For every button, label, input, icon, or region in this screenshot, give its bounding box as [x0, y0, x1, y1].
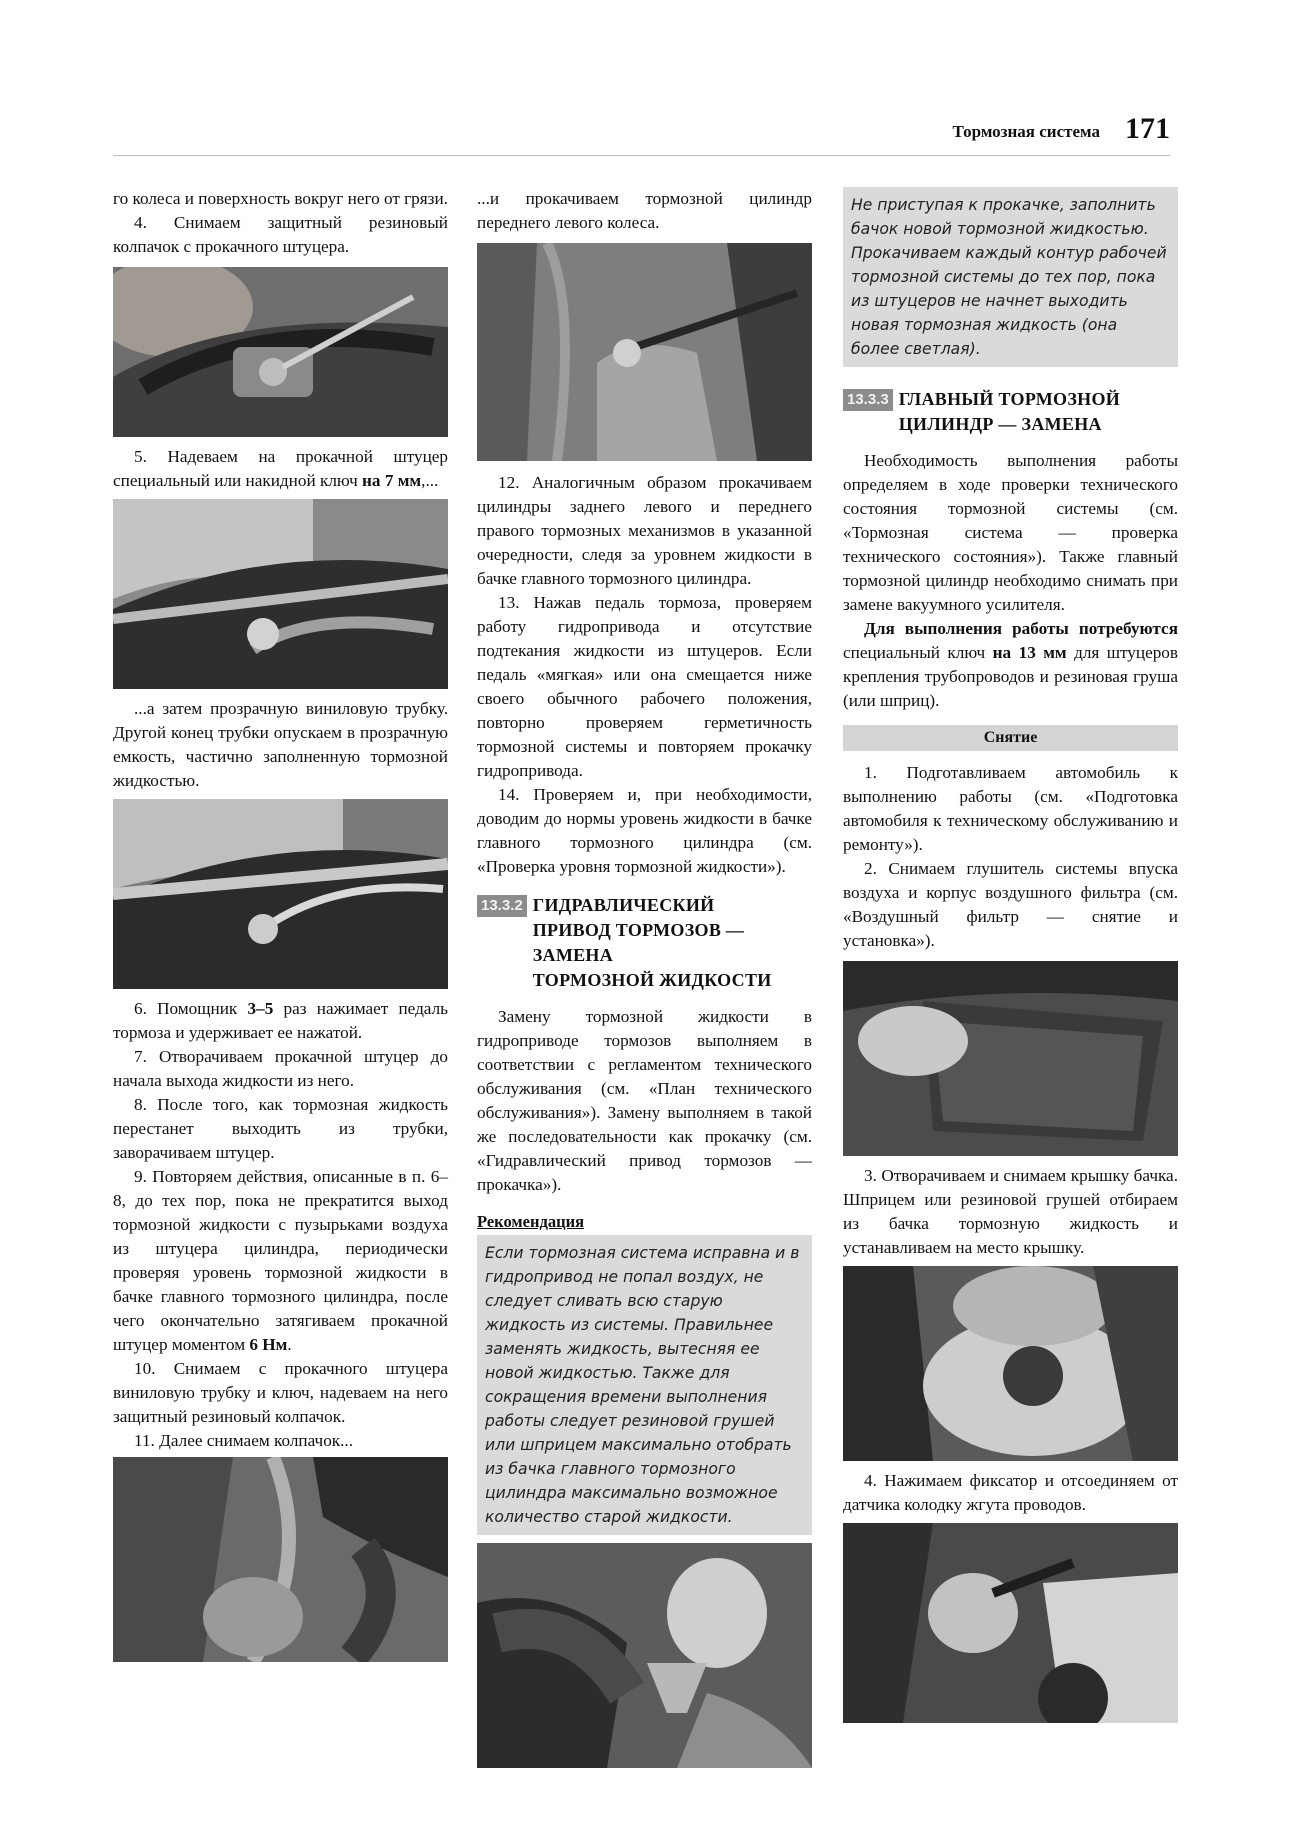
running-header [113, 108, 1170, 156]
removal-step-3: 3. Отворачиваем и снимаем крышку бачка. Шприцем или резиновой грушей отбираем из бачка тормозную жидкость и устанавливаем на место крышку. [843, 1166, 1178, 1257]
column-left [113, 187, 448, 1759]
step-5: 5. Надеваем на прокачной штуцер специальный или накидной ключ на 7 мм,... [113, 447, 448, 490]
step-11: 11. Далее снимаем колпачок... [134, 1431, 354, 1450]
removal-step-4: 4. Нажимаем фиксатор и отсоединяем от датчика колодку жгута проводов. [843, 1471, 1178, 1514]
step-9: 9. Повторяем действия, описанные в п. 6–8, до тех пор, пока не прекратится выход тормозной жидкости с пузырьками воздуха из штуцера цилиндра, периодически проверяя уровень тормозной жидкости в бачке главного тормозного цилиндра, после чего окончательно затягиваем прокачной штуцер моментом 6 Нм. [113, 1167, 448, 1354]
step-8: 8. После того, как тормозная жидкость перестанет выходить из трубки, заворачиваем штуцер. [113, 1095, 448, 1162]
page-number: 171 [1125, 112, 1170, 145]
removal-step-1: 1. Подготавливаем автомобиль к выполнению работы (см. «Подготовка автомобиля к техническому обслуживанию и ремонту»). [843, 763, 1178, 854]
step-5-continued: ...а затем прозрачную виниловую трубку. Другой конец трубки опускаем в прозрачную емкость, частично заполненную тормозной жидкостью. [113, 699, 448, 790]
step-6: 6. Помощник 3–5 раз нажимает педаль тормоза и удерживает ее нажатой. [113, 999, 449, 1042]
step-12: 12. Аналогичным образом прокачиваем цилиндры заднего левого и переднего правого тормозных механизмов в указанной очередности, следя за уровнем жидкости в бачке главного тормозного цилиндра. [477, 473, 812, 588]
photo-cap-removal [113, 1457, 448, 1662]
required-tools: Для выполнения работы потребуются специальный ключ на 13 мм для штуцеров крепления трубопроводов и резиновая груша (или шприц). [843, 619, 1179, 710]
subheading-removal: Снятие [843, 725, 1178, 751]
step-10: 10. Снимаем с прокачного штуцера виниловую трубку и ключ, надеваем на него защитный резиновый колпачок. [113, 1359, 448, 1426]
step-14: 14. Проверяем и, при необходимости, доводим до нормы уровень жидкости в бачке главного тормозного цилиндра (см. «Проверка уровня тормозной жидкости»). [477, 785, 812, 876]
photo-sensor-connector [843, 1523, 1178, 1723]
section-intro: Замену тормозной жидкости в гидроприводе тормозов выполняем в соответствии с регламентом технического обслуживания (см. «План технического обслуживания»). Замену выполняем в такой же последовательности как прокачку (см. «Гидравлический привод тормозов — прокачка»). [477, 1007, 812, 1194]
photo-air-filter-housing [843, 961, 1178, 1156]
photo-reservoir-cap [843, 1266, 1178, 1461]
photo-bleeder-cap [113, 267, 448, 437]
section-title: ГИДРАВЛИЧЕСКИЙ ПРИВОД ТОРМОЗОВ — ЗАМЕНА ТОРМОЗНОЙ ЖИДКОСТИ [532, 895, 772, 990]
header-section-title: Тормозная система [952, 122, 1100, 141]
paragraph-continued: го колеса и поверхность вокруг него от грязи. [113, 189, 448, 208]
removal-step-2: 2. Снимаем глушитель системы впуска воздуха и корпус воздушного фильтра (см. «Воздушный фильтр — снятие и установка»). [843, 859, 1178, 950]
photo-vinyl-tube [113, 799, 448, 989]
recommendation-heading: Рекомендация [477, 1212, 585, 1231]
photo-fluid-funnel [477, 1543, 812, 1768]
section-title: ГЛАВНЫЙ ТОРМОЗНОЙ ЦИЛИНДР — ЗАМЕНА [898, 389, 1121, 434]
step-7: 7. Отворачиваем прокачной штуцер до начала выхода жидкости из него. [113, 1047, 448, 1090]
recommendation-note: Если тормозная система исправна и в гидропривод не попал воздух, не следует сливать всю старую жидкость из системы. Правильнее заменять жидкость, вытесняя ее новой жидкостью. Также для сокращения времени выполнения работы следует резиновой грушей или шприцем максимально отобрать из бачка главного тормозного цилиндра максимально возможное количество старой жидкости. [477, 1235, 812, 1535]
bleeding-note: Не приступая к прокачке, заполнить бачок новой тормозной жидкостью. Прокачиваем каждый контур рабочей тормозной системы до тех пор, пока из штуцеров не начнет выходить новая тормозная жидкость (она более светлая). [843, 187, 1178, 367]
step-11-continued: ...и прокачиваем тормозной цилиндр переднего левого колеса. [477, 189, 812, 232]
section-number: 13.3.3 [843, 389, 893, 411]
section-heading-13-3-3 [843, 387, 1178, 437]
photo-front-left-caliper [477, 243, 812, 461]
step-4: 4. Снимаем защитный резиновый колпачок с прокачного штуцера. [113, 213, 448, 256]
section-heading-13-3-2 [477, 893, 812, 993]
section-intro: Необходимость выполнения работы определяем в ходе проверки технического состояния тормозной системы (см. «Тормозная система — проверка технического состояния»). Также главный тормозной цилиндр необходимо снимать при замене вакуумного усилителя. [843, 451, 1178, 614]
column-middle [477, 187, 812, 1759]
photo-wrench-on-bleeder [113, 499, 448, 689]
section-number: 13.3.2 [477, 895, 527, 917]
step-13: 13. Нажав педаль тормоза, проверяем работу гидропривода и отсутствие подтекания жидкости из штуцеров. Если педаль «мягкая» или она смещается ниже своего обычного рабочего положения, повторно проверяем герметичность тормозной системы и повторяем прокачку гидропривода. [477, 593, 812, 780]
column-right [843, 187, 1178, 1759]
